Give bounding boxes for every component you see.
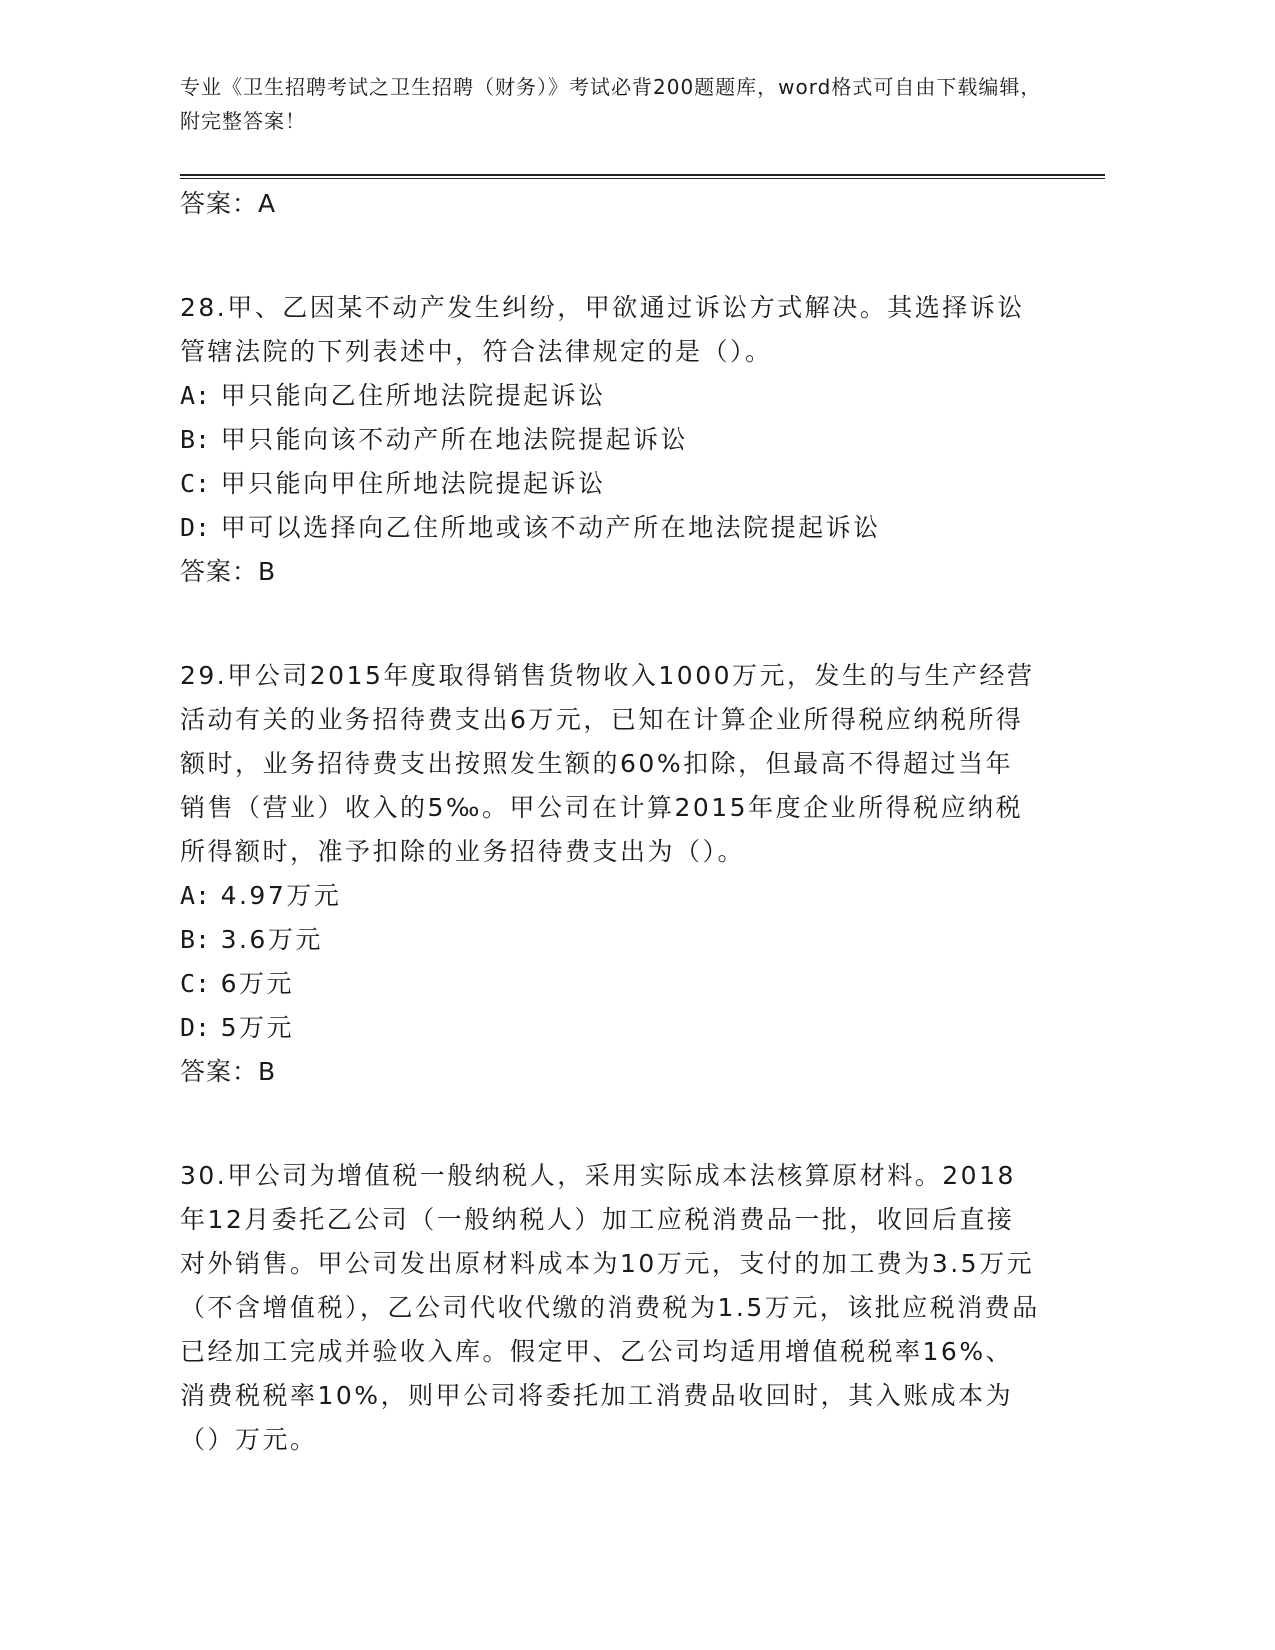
option-letter: B: bbox=[180, 425, 211, 454]
question-text: 29.甲公司2015年度取得销售货物收入1000万元，发生的与生产经营活动有关的业务招待费支出6万元，已知在计算企业所得税应纳税所得额时，业务招待费支出按照发生额的60%扣除，但最高不得超过当年销售（营业）收入的5‰。甲公司在计算2015年度企业所得税应纳税所得额时，准予扣除的业务招待费支出为（）。 bbox=[180, 661, 1035, 866]
answer-line: 答案：B bbox=[180, 557, 277, 586]
option-letter: B: bbox=[180, 925, 211, 954]
question-text: 30.甲公司为增值税一般纳税人，采用实际成本法核算原材料。2018年12月委托乙公司（一般纳税人）加工应税消费品一批，收回后直接对外销售。甲公司发出原材料成本为10万元，支付的加工费为3.5万元（不含增值税），乙公司代收代缴的消费税为1.5万元，该批应税消费品已经加工完成并验收入库。假定甲、乙公司均适用增值税税率16%、消费税税率10%，则甲公司将委托加工消费品收回时，其入账成本为（）万元。 bbox=[180, 1161, 1040, 1454]
answer-line: 答案：B bbox=[180, 1057, 277, 1086]
question-28 bbox=[180, 286, 1040, 594]
page-header: 专业《卫生招聘考试之卫生招聘（财务）》考试必背200题题库，word格式可自由下载编辑，附完整答案！ bbox=[180, 75, 1042, 133]
option-b bbox=[180, 418, 1040, 462]
header-divider bbox=[180, 174, 1105, 179]
option-d bbox=[180, 1006, 1040, 1050]
option-c bbox=[180, 462, 1040, 506]
option-text: 4.97万元 bbox=[220, 881, 342, 910]
option-text: 甲只能向该不动产所在地法院提起诉讼 bbox=[220, 425, 689, 454]
option-text: 6万元 bbox=[220, 969, 294, 998]
option-text: 甲只能向甲住所地法院提起诉讼 bbox=[220, 469, 606, 498]
option-letter: D: bbox=[180, 1013, 211, 1042]
option-b bbox=[180, 918, 1040, 962]
option-text: 5万元 bbox=[220, 1013, 294, 1042]
option-a bbox=[180, 874, 1040, 918]
option-letter: A: bbox=[180, 381, 211, 410]
option-text: 甲只能向乙住所地法院提起诉讼 bbox=[220, 381, 606, 410]
option-letter: D: bbox=[180, 513, 211, 542]
option-d bbox=[180, 506, 1040, 550]
question-30 bbox=[180, 1154, 1040, 1462]
option-text: 3.6万元 bbox=[220, 925, 323, 954]
option-text: 甲可以选择向乙住所地或该不动产所在地法院提起诉讼 bbox=[220, 513, 881, 542]
document-body bbox=[180, 182, 1040, 1462]
option-letter: C: bbox=[180, 969, 211, 998]
option-letter: A: bbox=[180, 881, 211, 910]
question-text: 28.甲、乙因某不动产发生纠纷，甲欲通过诉讼方式解决。其选择诉讼管辖法院的下列表述中，符合法律规定的是（）。 bbox=[180, 293, 1025, 366]
option-c bbox=[180, 962, 1040, 1006]
question-29 bbox=[180, 654, 1040, 1094]
option-letter: C: bbox=[180, 469, 211, 498]
option-a bbox=[180, 374, 1040, 418]
answer-line: 答案：A bbox=[180, 189, 277, 218]
